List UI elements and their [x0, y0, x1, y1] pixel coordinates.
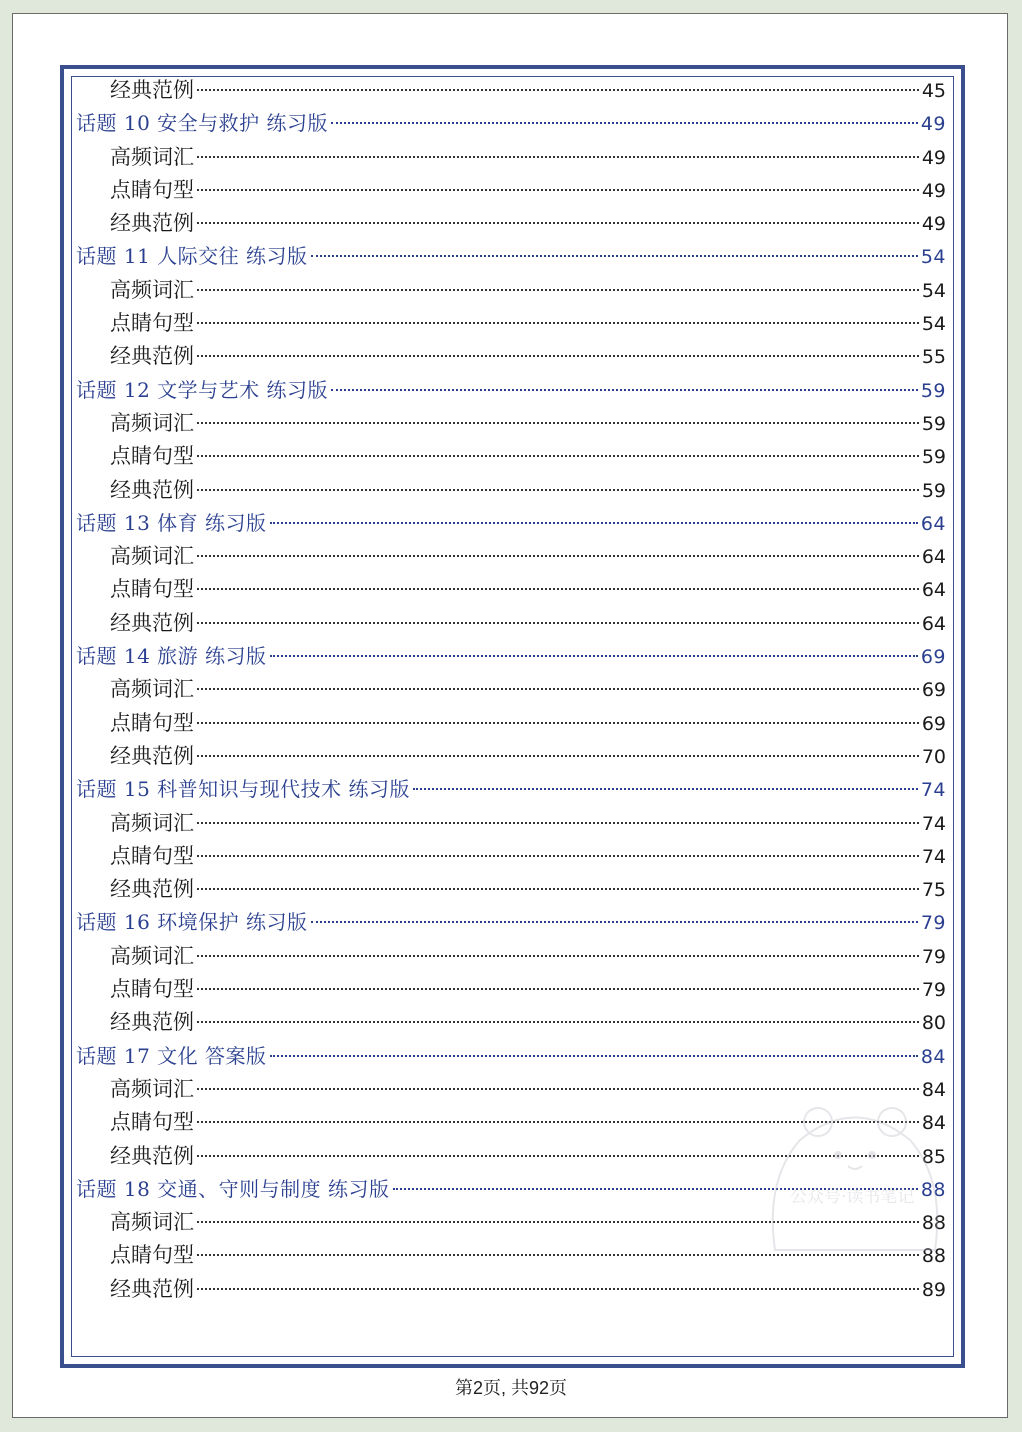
toc-entry-label: 话题 16 环境保护 练习版 [76, 910, 308, 935]
toc-page-number: 45 [921, 80, 946, 102]
toc-entry-label: 高频词汇 [110, 277, 194, 302]
toc-entry-label: 高频词汇 [110, 943, 194, 968]
toc-entry-label: 高频词汇 [110, 677, 194, 702]
toc-entry-label: 高频词汇 [110, 544, 194, 569]
toc-page-number: 69 [920, 646, 946, 669]
dot-leader [311, 255, 918, 257]
toc-sub-entry[interactable] [64, 141, 946, 174]
dot-leader [197, 688, 919, 690]
toc-entry-label: 高频词汇 [110, 144, 194, 169]
toc-entry-label: 点睛句型 [110, 311, 194, 336]
dot-leader [197, 289, 919, 291]
dot-leader [197, 722, 919, 724]
toc-entry-label: 点睛句型 [110, 843, 194, 868]
toc-page-number: 59 [920, 379, 946, 402]
dot-leader [270, 655, 918, 657]
dot-leader [197, 888, 919, 890]
toc-page-number: 59 [921, 479, 946, 502]
toc-page-number: 89 [921, 1278, 946, 1301]
toc-entry-label: 话题 12 文学与艺术 练习版 [76, 377, 329, 402]
toc-topic-entry[interactable] [64, 1040, 946, 1073]
dot-leader [197, 89, 919, 91]
toc-topic-entry[interactable] [64, 773, 946, 806]
toc-page-number: 54 [921, 313, 946, 336]
toc-entry-label: 高频词汇 [110, 810, 194, 835]
toc-entry-label: 话题 13 体育 练习版 [76, 510, 267, 535]
toc-entry-label: 经典范例 [110, 1143, 194, 1168]
dot-leader [197, 222, 919, 224]
toc-entry-label: 高频词汇 [110, 1076, 194, 1101]
toc-page-number: 54 [920, 246, 946, 269]
toc-entry-label: 话题 14 旅游 练习版 [76, 644, 267, 669]
toc-sub-entry[interactable] [64, 340, 946, 373]
toc-page-number: 49 [921, 179, 946, 202]
toc-entry-label: 经典范例 [110, 877, 194, 902]
toc-entry-label: 经典范例 [110, 477, 194, 502]
toc-sub-entry[interactable] [64, 1273, 946, 1306]
toc-sub-entry[interactable] [64, 407, 946, 440]
toc-sub-entry[interactable] [64, 573, 946, 606]
toc-page-number: 79 [921, 979, 946, 1002]
toc-sub-entry[interactable] [64, 307, 946, 340]
dot-leader [197, 156, 919, 158]
toc-sub-entry[interactable] [64, 973, 946, 1006]
toc-sub-entry[interactable] [64, 840, 946, 873]
toc-page-number: 64 [921, 579, 946, 602]
dot-leader [413, 788, 918, 790]
toc-entry-label: 经典范例 [110, 78, 194, 102]
dot-leader [197, 355, 919, 357]
dot-leader [197, 855, 919, 857]
dot-leader [331, 122, 918, 124]
toc-entry-label: 点睛句型 [110, 577, 194, 602]
toc-entry-label: 话题 17 文化 答案版 [76, 1043, 267, 1068]
toc-entry-label: 点睛句型 [110, 710, 194, 735]
toc-entry-label: 点睛句型 [110, 177, 194, 202]
toc-page-number: 64 [920, 512, 946, 535]
toc-page-number: 64 [921, 546, 946, 569]
toc-page-number: 55 [921, 346, 946, 369]
toc-sub-entry[interactable] [64, 207, 946, 240]
toc-entry-label: 话题 18 交通、守则与制度 练习版 [76, 1176, 390, 1201]
toc-sub-entry[interactable] [64, 74, 946, 107]
toc-entry-label: 经典范例 [110, 1010, 194, 1035]
toc-entry-label: 高频词汇 [110, 1210, 194, 1235]
dot-leader [197, 1288, 919, 1290]
dot-leader [197, 555, 919, 557]
toc-page-number: 88 [921, 1245, 946, 1268]
dot-leader [197, 322, 919, 324]
dot-leader [197, 189, 919, 191]
toc-page-number: 74 [921, 812, 946, 835]
toc-page-number: 49 [921, 213, 946, 236]
toc-page-number: 80 [921, 1012, 946, 1035]
toc-sub-entry[interactable] [64, 440, 946, 473]
toc-sub-entry[interactable] [64, 274, 946, 307]
toc-entry-label: 经典范例 [110, 344, 194, 369]
watermark-text: 公众号·读书笔记 [790, 1187, 915, 1207]
toc-page-number: 84 [921, 1112, 946, 1135]
toc-topic-entry[interactable] [64, 240, 946, 273]
toc-topic-entry[interactable] [64, 374, 946, 407]
toc-sub-entry[interactable] [64, 740, 946, 773]
toc-sub-entry[interactable] [64, 607, 946, 640]
toc-page-number: 54 [921, 279, 946, 302]
toc-sub-entry[interactable] [64, 673, 946, 706]
toc-page-number: 64 [921, 612, 946, 635]
toc-page-number: 74 [920, 779, 946, 802]
dot-leader [311, 921, 918, 923]
dot-leader [197, 988, 919, 990]
toc-page-number: 88 [921, 1212, 946, 1235]
toc-page-number: 85 [921, 1145, 946, 1168]
toc-sub-entry[interactable] [64, 807, 946, 840]
toc-sub-entry[interactable] [64, 540, 946, 573]
dot-leader [197, 489, 919, 491]
toc-page-number: 88 [920, 1178, 946, 1201]
toc-page-number: 49 [920, 113, 946, 136]
toc-sub-entry[interactable] [64, 940, 946, 973]
dot-leader [197, 622, 919, 624]
toc-page-number: 59 [921, 412, 946, 435]
toc-page-number: 59 [921, 446, 946, 469]
dot-leader [197, 755, 919, 757]
toc-sub-entry[interactable] [64, 174, 946, 207]
toc-page-number: 84 [921, 1078, 946, 1101]
toc-entry-label: 经典范例 [110, 1276, 194, 1301]
toc-topic-entry[interactable] [64, 640, 946, 673]
toc-sub-entry[interactable] [64, 873, 946, 906]
toc-topic-entry[interactable] [64, 906, 946, 939]
page-footer: 第2页, 共92页 [454, 1378, 568, 1398]
dot-leader [197, 1021, 919, 1023]
toc-entry-label: 高频词汇 [110, 410, 194, 435]
toc-page-number: 79 [920, 912, 946, 935]
dot-leader [197, 955, 919, 957]
toc-entry-label: 经典范例 [110, 211, 194, 236]
bear-watermark-icon [760, 1100, 950, 1260]
dot-leader [197, 455, 919, 457]
dot-leader [331, 389, 918, 391]
toc-entry-label: 话题 10 安全与救护 练习版 [76, 111, 329, 136]
toc-entry-label: 经典范例 [110, 743, 194, 768]
toc-page-number: 69 [921, 679, 946, 702]
dot-leader [197, 1088, 919, 1090]
toc-page-number: 70 [921, 745, 946, 768]
dot-leader [197, 422, 919, 424]
toc-entry-label: 点睛句型 [110, 1110, 194, 1135]
toc-page-number: 84 [920, 1045, 946, 1068]
toc-entry-label: 经典范例 [110, 610, 194, 635]
toc-entry-label: 点睛句型 [110, 977, 194, 1002]
dot-leader [270, 522, 918, 524]
toc-page-number: 74 [921, 845, 946, 868]
dot-leader [270, 1055, 918, 1057]
toc-sub-entry[interactable] [64, 474, 946, 507]
toc-page-number: 69 [921, 712, 946, 735]
toc-entry-label: 话题 15 科普知识与现代技术 练习版 [76, 777, 411, 802]
dot-leader [197, 822, 919, 824]
toc-page-number: 49 [921, 146, 946, 169]
toc-sub-entry[interactable] [64, 1006, 946, 1039]
toc-entry-label: 点睛句型 [110, 1243, 194, 1268]
toc-page-number: 79 [921, 945, 946, 968]
toc-topic-entry[interactable] [64, 107, 946, 140]
toc-page-number: 75 [921, 879, 946, 902]
dot-leader [197, 588, 919, 590]
toc-entry-label: 点睛句型 [110, 444, 194, 469]
toc-topic-entry[interactable] [64, 507, 946, 540]
toc-sub-entry[interactable] [64, 707, 946, 740]
toc-entry-label: 话题 11 人际交往 练习版 [76, 244, 308, 269]
